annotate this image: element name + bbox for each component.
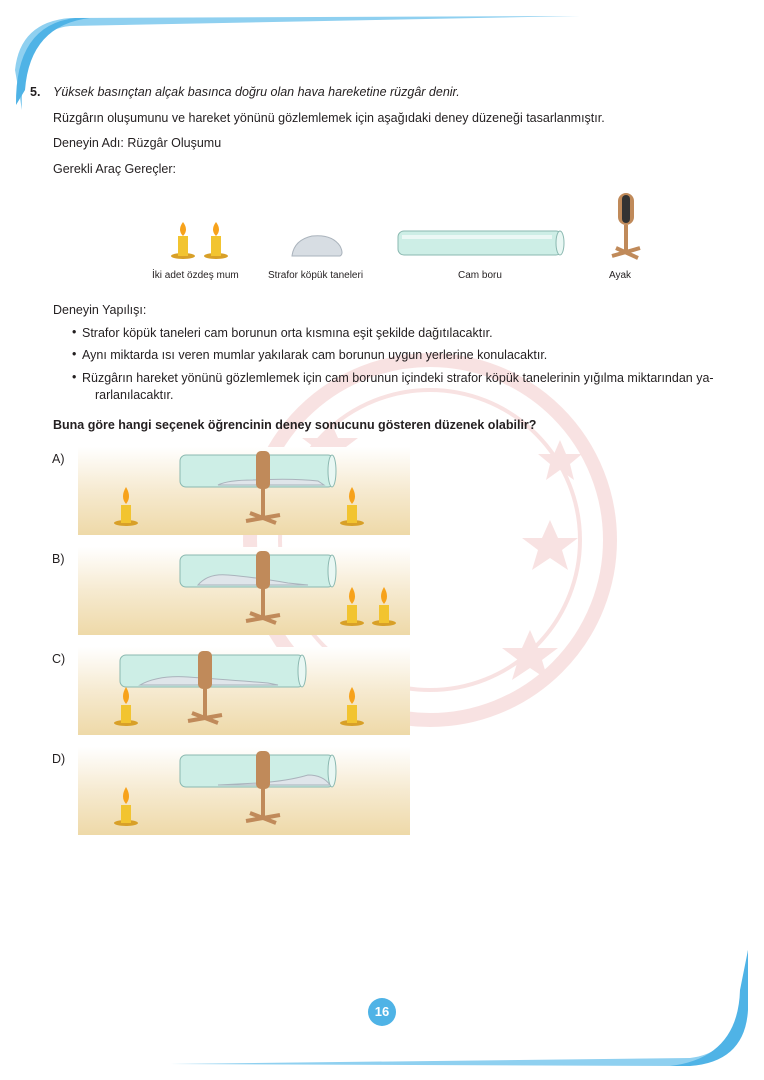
question-prompt: Buna göre hangi seçenek öğrencinin deney sonucunu gösteren düzenek olabilir? [53,418,537,432]
materials-figure [160,190,660,270]
option-c-label[interactable]: C) [52,652,66,666]
step-2: Aynı miktarda ısı veren mumlar yakılarak cam borunun uygun yerlerine konulacaktır. [82,348,548,362]
material-label-tube: Cam boru [458,270,502,281]
option-d-figure[interactable] [78,747,410,835]
bullet-dot: • [72,370,77,384]
option-a-figure[interactable] [78,447,410,535]
option-b-figure[interactable] [78,547,410,635]
option-c-figure[interactable] [78,647,410,735]
step-3: Rüzgârın hareket yönünü gözlemlemek için cam borunun içindeki strafor köpük tanelerinin yığılma miktarından ya- [82,371,714,385]
option-b-label[interactable]: B) [52,552,65,566]
glass-tube-icon [398,231,564,255]
experiment-purpose: Rüzgârın oluşumunu ve hareket yönünü gözlemlemek için aşağıdaki deney düzeneği tasarlanmıştır. [53,111,605,125]
question-number: 5. [30,85,41,99]
candle-icon [204,222,228,259]
material-label-foam: Strafor köpük taneleri [268,270,364,281]
procedure-heading: Deneyin Yapılışı: [53,303,147,317]
step-1: Strafor köpük taneleri cam borunun orta kısmına eşit şekilde dağıtılacaktır. [82,326,493,340]
page-number: 16 [368,998,396,1026]
step-3-continued: rarlanılacaktır. [95,388,174,402]
material-label-candles: İki adet özdeş mum [152,270,239,281]
option-d-label[interactable]: D) [52,752,66,766]
candle-icon [171,222,195,259]
materials-heading: Gerekli Araç Gereçler: [53,162,176,176]
option-a-label[interactable]: A) [52,452,65,466]
bullet-dot: • [72,325,77,339]
stand-icon [612,193,640,258]
experiment-name: Deneyin Adı: Rüzgâr Oluşumu [53,136,222,150]
material-label-stand: Ayak [609,270,632,281]
question-intro: Yüksek basınçtan alçak basınca doğru olan hava hareketine rüzgâr denir. [53,85,460,99]
foam-pile-icon [292,236,342,256]
bullet-dot: • [72,347,77,361]
